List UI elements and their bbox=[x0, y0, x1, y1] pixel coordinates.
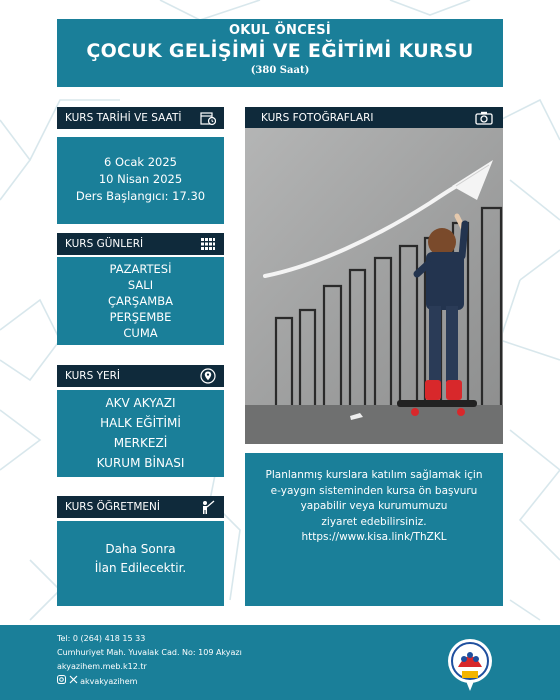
place-header-label: KURS YERİ bbox=[65, 370, 121, 382]
course-duration: (380 Saat) bbox=[250, 65, 310, 76]
footer bbox=[0, 625, 560, 700]
instagram-icon bbox=[57, 675, 66, 684]
teacher-header-label: KURS ÖĞRETMENİ bbox=[65, 501, 160, 513]
info-line: ziyaret edebilirsiniz. bbox=[321, 515, 427, 528]
teacher-header bbox=[57, 496, 224, 518]
teacher-line: İlan Edilecektir. bbox=[94, 561, 187, 575]
day-item: PERŞEMBE bbox=[109, 310, 172, 324]
calendar-grid-icon bbox=[200, 236, 216, 252]
footer-social bbox=[57, 675, 137, 686]
footer-phone: Tel: 0 (264) 418 15 33 bbox=[57, 634, 146, 643]
teacher-box bbox=[57, 521, 224, 606]
course-photo bbox=[245, 128, 503, 444]
end-date: 10 Nisan 2025 bbox=[98, 172, 183, 186]
institution-logo-icon bbox=[446, 637, 494, 693]
course-title-banner bbox=[57, 19, 503, 87]
photos-header-label: KURS FOTOĞRAFLARI bbox=[261, 112, 374, 124]
days-header bbox=[57, 233, 224, 255]
place-box bbox=[57, 390, 224, 477]
teacher-line: Daha Sonra bbox=[105, 542, 176, 556]
photos-header bbox=[245, 107, 503, 129]
place-line: AKV AKYAZI bbox=[105, 396, 176, 410]
course-category: OKUL ÖNCESİ bbox=[228, 23, 332, 38]
footer-address: Cumhuriyet Mah. Yuvalak Cad. No: 109 Akyazı bbox=[57, 648, 242, 657]
info-line: Planlanmış kurslara katılım sağlamak için bbox=[265, 469, 483, 481]
application-info-box bbox=[245, 453, 503, 606]
course-title: ÇOCUK GELİŞİMİ VE EĞİTİMİ KURSU bbox=[86, 40, 474, 62]
place-line: HALK EĞİTİMİ bbox=[100, 416, 181, 430]
days-box bbox=[57, 257, 224, 345]
place-line: MERKEZİ bbox=[113, 436, 168, 450]
lesson-start-time: Ders Başlangıcı: 17.30 bbox=[75, 189, 206, 203]
place-header bbox=[57, 365, 224, 387]
camera-icon bbox=[475, 110, 493, 126]
info-line: yapabilir veya kurumumuzu bbox=[300, 500, 448, 512]
info-line: e-yaygın sisteminden kursa ön başvuru bbox=[270, 484, 478, 497]
footer-website[interactable]: akyazihem.meb.k12.tr bbox=[57, 662, 147, 671]
social-handle[interactable]: akvakyazihem bbox=[80, 677, 138, 686]
date-time-header-label: KURS TARİHİ VE SAATİ bbox=[65, 112, 182, 124]
location-pin-icon bbox=[200, 368, 216, 384]
start-date: 6 Ocak 2025 bbox=[104, 155, 177, 169]
day-item: ÇARŞAMBA bbox=[108, 294, 173, 308]
date-time-header bbox=[57, 107, 224, 129]
teacher-board-icon bbox=[200, 499, 216, 515]
child-growth-chart-photo bbox=[245, 128, 503, 444]
day-item: CUMA bbox=[123, 326, 158, 340]
day-item: PAZARTESİ bbox=[109, 262, 172, 276]
calendar-clock-icon bbox=[200, 110, 216, 126]
x-icon bbox=[69, 675, 78, 684]
date-time-box bbox=[57, 137, 224, 224]
place-line: KURUM BİNASI bbox=[96, 456, 185, 470]
days-header-label: KURS GÜNLERİ bbox=[65, 238, 144, 250]
application-link[interactable]: https://www.kisa.link/ThZKL bbox=[301, 531, 447, 543]
day-item: SALI bbox=[127, 278, 154, 292]
